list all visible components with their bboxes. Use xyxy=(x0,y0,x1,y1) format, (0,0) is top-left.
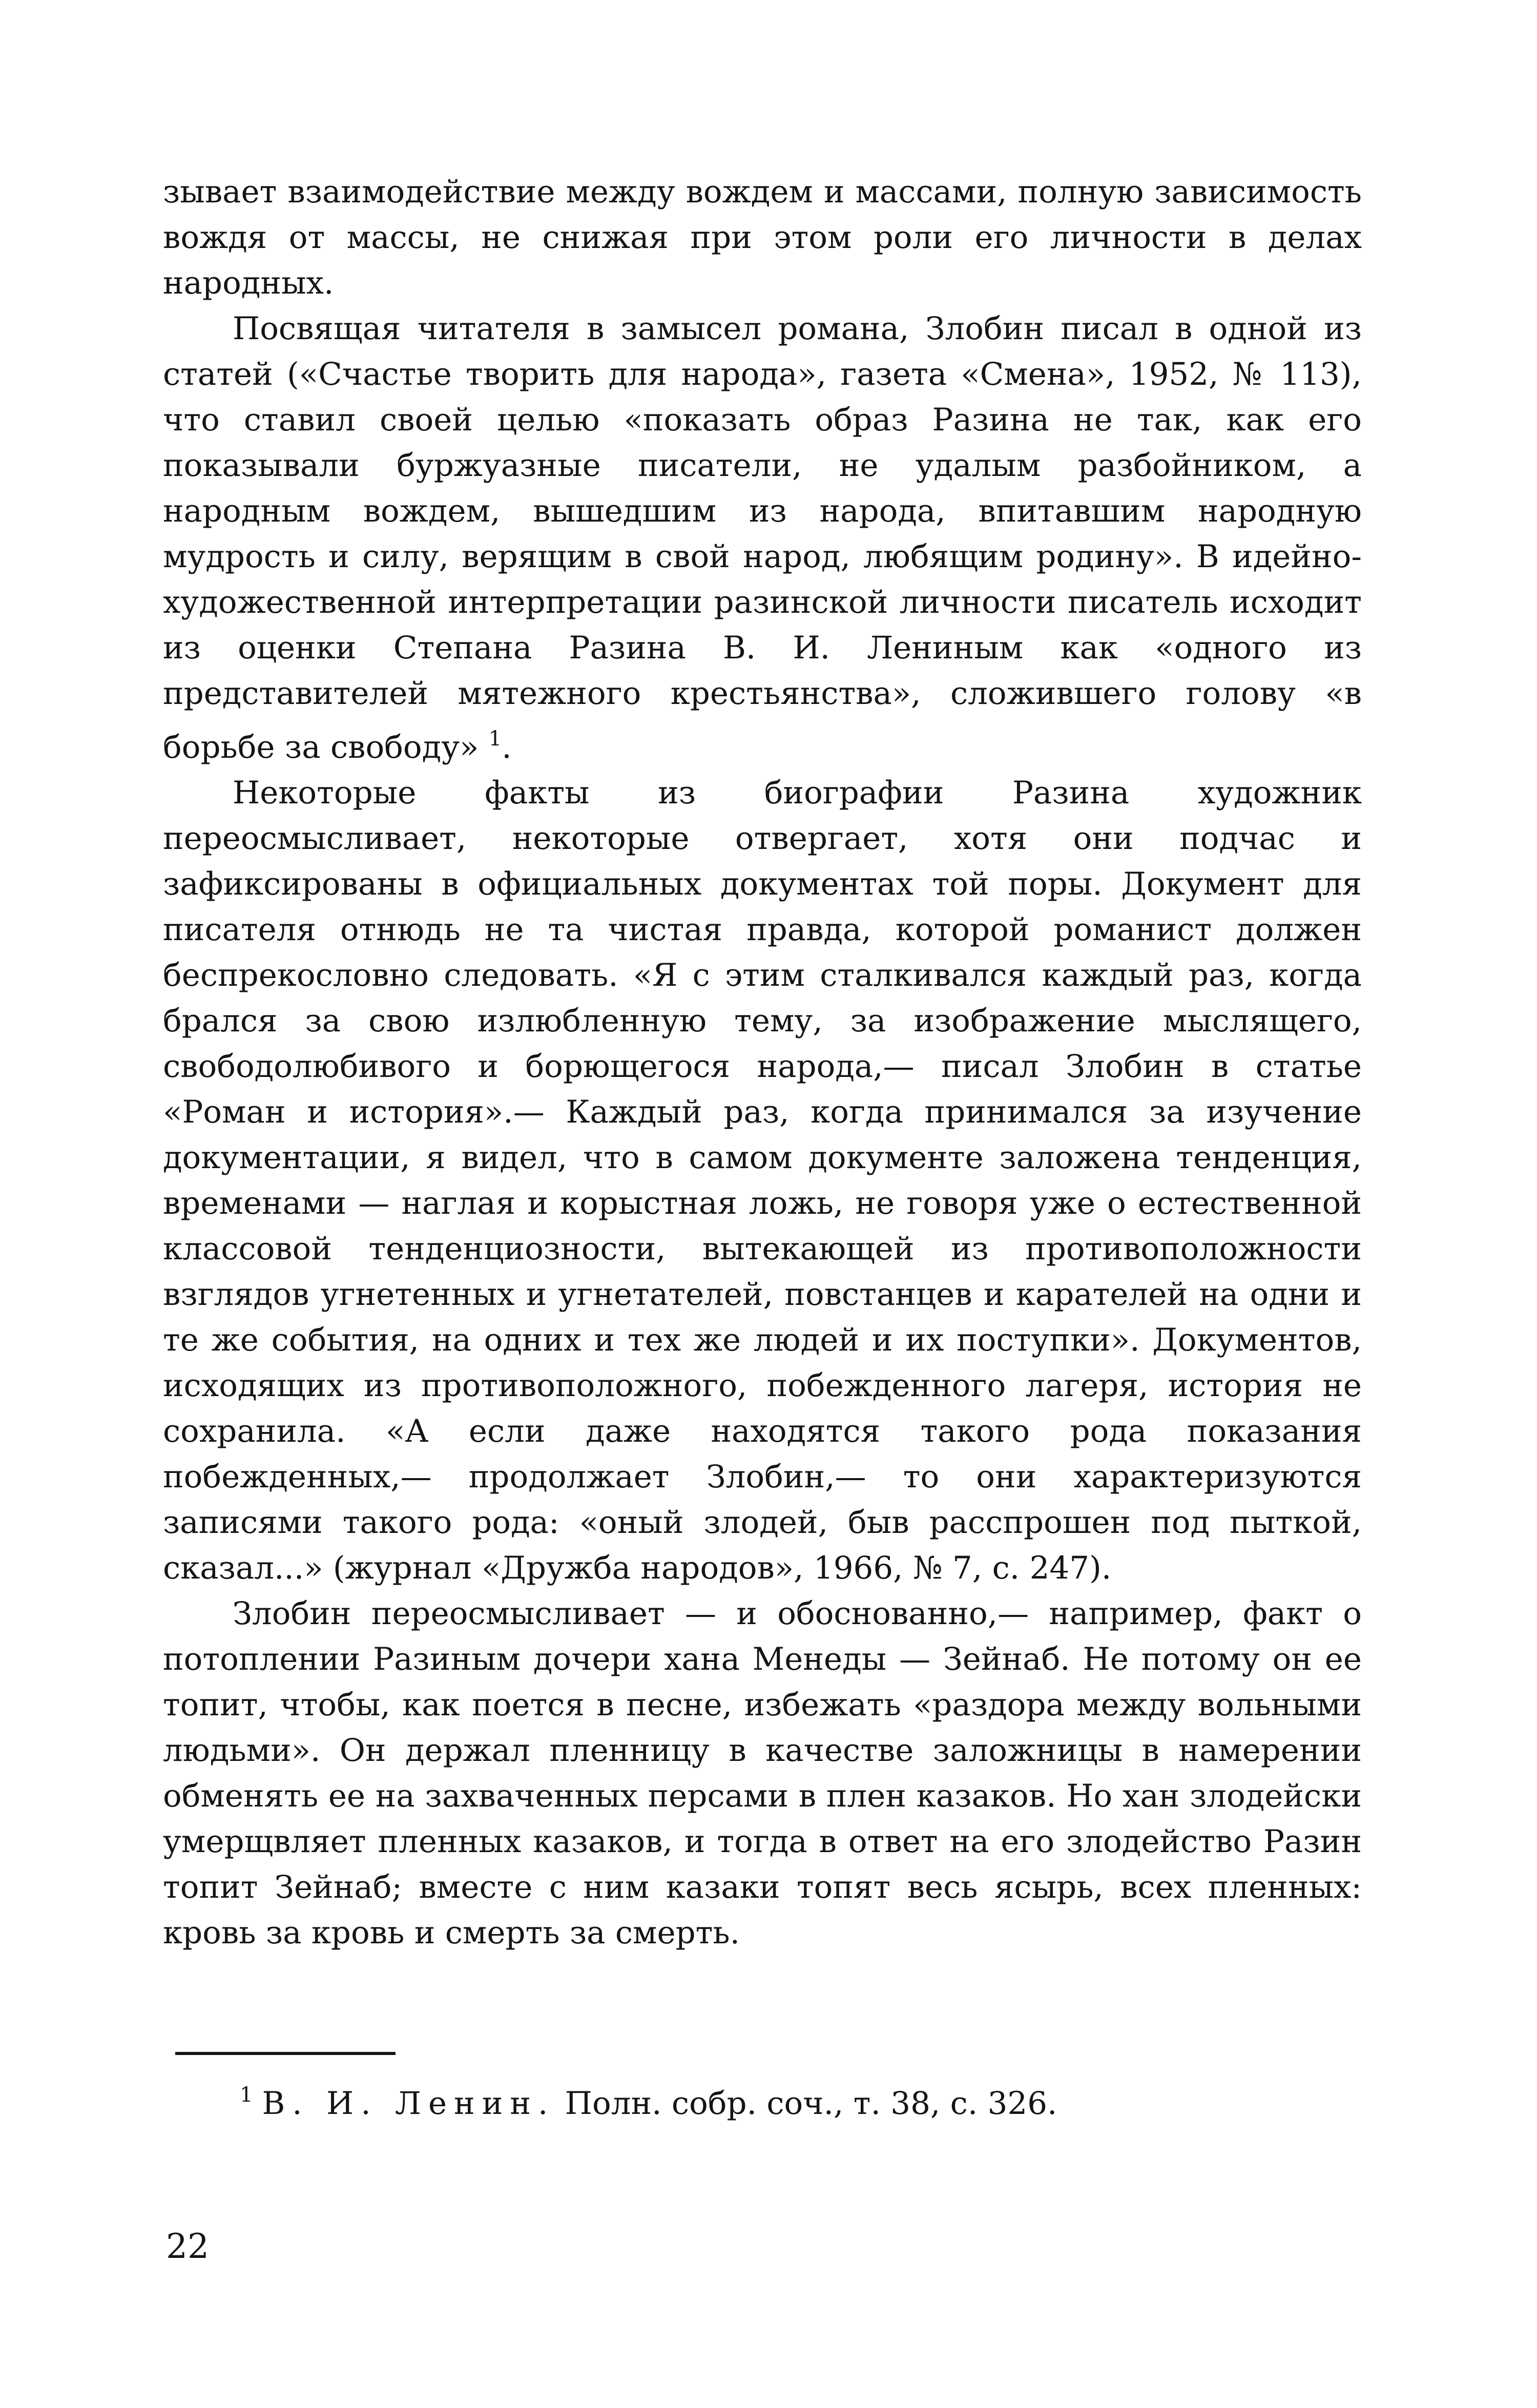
footnote-reference-tail: . xyxy=(502,729,512,765)
page-body xyxy=(163,169,1362,1956)
footnote-author: В. И. Ленин. xyxy=(262,2085,555,2122)
footnote xyxy=(163,2074,1362,2124)
paragraph-3: Некоторые факты из биографии Разина художник переосмысливает, некоторые отвергает, хотя они подчас и зафиксированы в официальных документах той поры. Документ для писателя отнюдь не та чистая правда, которой романист должен беспрекословно следовать. «Я с этим сталкивался каждый раз, когда брался за свою излюбленную тему, за изображение мыслящего, свободолюбивого и борющегося народа,— писал Злобин в статье «Роман и история».— Каждый раз, когда принимался за изучение документации, я видел, что в самом документе заложена тенденция, временами — наглая и корыстная ложь, не говоря уже о естественной классовой тенденциозности, вытекающей из противоположности взглядов угнетенных и угнетателей, повстанцев и карателей на одни и те же события, на одних и тех же людей и их поступки». Документов, исходящих из противоположного, побежденного лагеря, история не сохранила. «А если даже находятся такого рода показания побежденных,— продолжает Злобин,— то они характеризуются записями такого рода: «оный злодей, быв расспрошен под пыткой, сказал...» (журнал «Дружба народов», 1966, № 7, с. 247). xyxy=(163,775,1362,1586)
page-number: 22 xyxy=(166,2227,209,2266)
paragraph-2-text: Посвящая читателя в замысел романа, Злобин писал в одной из статей («Счастье творить для народа», газета «Смена», 1952, № 113), что ставил своей целью «показать образ Разина не так, как его показывали буржуазные писатели, не удалым разбойником, а народным вождем, вышедшим из народа, впитавшим народную мудрость и силу, верящим в свой народ, любящим родину». В идейно-художественной интерпретации разинской личности писатель исходит из оценки Степана Разина В. И. Лениным как «одного из представителей мятежного крестьянства», сложившего голову «в борьбе за свободу» xyxy=(163,310,1362,765)
footnote-text: Полн. собр. соч., т. 38, с. 326. xyxy=(565,2085,1057,2122)
paragraph-2 xyxy=(163,306,1362,770)
footnote-area xyxy=(163,2052,1362,2124)
footnote-divider xyxy=(175,2052,396,2055)
footnote-reference: 1 xyxy=(488,727,502,751)
paragraph-1: зывает взаимодействие между вождем и массами, полную зависимость вождя от массы, не снижая при этом роли его личности в делах народных. xyxy=(163,174,1362,301)
paragraph-4: Злобин переосмысливает — и обоснованно,— например, факт о потоплении Разиным дочери хана Менеды — Зейнаб. Не потому он ее топит, чтобы, как поется в песне, избежать «раздора между вольными людьми». Он держал пленницу в качестве заложницы в намерении обменять ее на захваченных персами в плен казаков. Но хан злодейски умерщвляет пленных казаков, и тогда в ответ на его злодейство Разин топит Зейнаб; вместе с ним казаки топят весь ясырь, всех пленных: кровь за кровь и смерть за смерть. xyxy=(163,1595,1362,1951)
footnote-marker: 1 xyxy=(240,2083,253,2107)
